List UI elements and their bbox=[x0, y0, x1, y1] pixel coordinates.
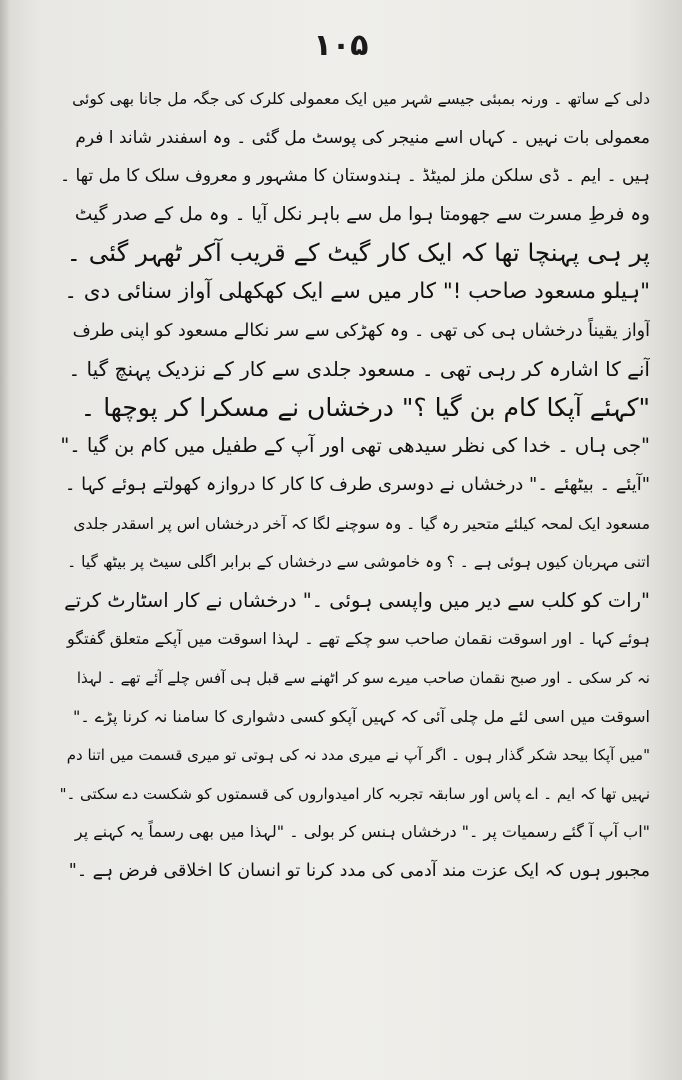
text-line: اتنی مہربان کیوں ہوئی ہے ۔ ؟ وہ خاموشی سے درخشاں کے برابر اگلی سیٹ پر بیٹھ گیا ۔ bbox=[67, 553, 650, 572]
text-line: پر ہی پہنچا تھا کہ ایک کار گیٹ کے قریب آکر ٹھہر گئی ۔ bbox=[66, 238, 650, 268]
text-line: "کہئے آپکا کام بن گیا ؟" درخشاں نے مسکرا کر پوچھا ۔ bbox=[80, 392, 650, 422]
text-line: آواز یقیناً درخشاں ہی کی تھی ۔ وہ کھڑکی سے سر نکالے مسعود کو اپنی طرف bbox=[72, 320, 650, 341]
text-line: آنے کا اشارہ کر رہی تھی ۔ مسعود جلدی سے کار کے نزدیک پہنچ گیا ۔ bbox=[68, 357, 650, 382]
text-line: معمولی بات نہیں ۔ کہاں اسے منیجر کی پوسٹ مل گئی ۔ وہ اسفندر شاند ا فرم bbox=[75, 127, 650, 148]
text-line: اسوقت میں اسی لئے مل چلی آئی کہ کہیں آپکو کسی دشواری کا سامنا نہ کرنا پڑے ۔" bbox=[73, 706, 650, 726]
text-line: "رات کو کلب سے دیر میں واپسی ہوئی ۔" درخشاں نے کار اسٹارٹ کرتے bbox=[64, 588, 650, 612]
text-line: "ہیلو مسعود صاحب !" کار میں سے ایک کھکھلی آواز سنائی دی ۔ bbox=[64, 278, 650, 304]
text-line: مجبور ہوں کہ ایک عزت مند آدمی کی مدد کرنا تو انسان کا اخلاقی فرض ہے ۔" bbox=[68, 860, 650, 881]
text-line: "جی ہاں ۔ خدا کی نظر سیدھی تھی اور آپ کے طفیل میں کام بن گیا ۔" bbox=[60, 434, 650, 458]
text-line: نہ کر سکی ۔ اور صبح نقمان صاحب میرے سو کر اٹھنے سے قبل ہی آفس چلے آئے تھے ۔ لہذا bbox=[76, 668, 650, 687]
page-spine-shadow bbox=[0, 0, 10, 1080]
page-number: ۱۰۵ bbox=[313, 28, 369, 63]
text-line: دلی کے ساتھ ۔ ورنہ بمبئی جیسے شہر میں ایک معمولی کلرک کی جگہ مل جانا بھی کوئی bbox=[72, 90, 650, 108]
text-line: "آیئے ۔ بیٹھئے ۔" درخشاں نے دوسری طرف کا کار کا دروازہ کھولتے ہوئے کہا ۔ bbox=[64, 473, 650, 495]
text-line: ہوئے کہا ۔ اور اسوقت نقمان صاحب سو چکے تھے ۔ لہذا اسوقت میں آپکے متعلق گفتگو bbox=[67, 629, 650, 649]
text-line: نہیں تھا کہ ایم ۔ اے پاس اور سابقہ تجربہ کار امیدواروں کی قسمتوں کو شکست دے سکتی ۔" bbox=[60, 784, 650, 803]
text-line: وہ فرطِ مسرت سے جھومتا ہوا مل سے باہر نکل آیا ۔ وہ مل کے صدر گیٹ bbox=[74, 203, 650, 225]
text-line: ہیں ۔ ایم ۔ ڈی سلکن ملز لمیٹڈ ۔ ہندوستان کا مشہور و معروف سلک کا مل تھا ۔ bbox=[60, 166, 650, 187]
text-line: "اب آپ آ گئے رسمیات پر ۔" درخشاں ہنس کر بولی ۔ "لہذا میں بھی رسماً یہ کہنے پر bbox=[74, 822, 650, 842]
text-line: مسعود ایک لمحہ کیلئے متحیر رہ گیا ۔ وہ سوچنے لگا کہ آخر درخشاں اس پر اسقدر جلدی bbox=[73, 514, 650, 533]
body-text bbox=[60, 80, 650, 890]
text-line: "میں آپکا بیحد شکر گذار ہوں ۔ اگر آپ نے میری مدد نہ کی ہوتی تو میری قسمت میں اتنا دم bbox=[66, 746, 650, 765]
